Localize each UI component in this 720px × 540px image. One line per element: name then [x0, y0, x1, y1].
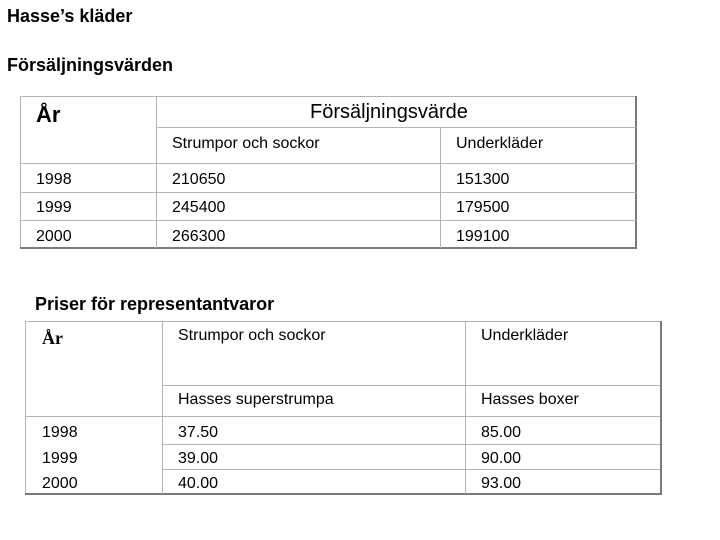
cell-value: 90.00	[481, 450, 522, 467]
table-grid-line	[440, 127, 441, 248]
table-grid-line	[25, 416, 660, 417]
table-border	[635, 96, 637, 249]
row-year: 1998	[42, 424, 78, 441]
table-grid-line	[162, 469, 660, 470]
column-header-socks: Strumpor och sockor	[172, 135, 320, 152]
table-border	[20, 96, 21, 249]
row-year: 1999	[36, 199, 72, 216]
cell-value: 245400	[172, 199, 226, 216]
product-name-underwear: Hasses boxer	[481, 391, 579, 408]
cell-value: 199100	[456, 228, 510, 245]
row-year: 1998	[36, 171, 72, 188]
year-column-header: År	[42, 328, 63, 348]
table-grid-line	[156, 96, 157, 248]
cell-value: 39.00	[178, 450, 219, 467]
sales-section-heading: Försäljningsvärden	[7, 55, 174, 75]
table-grid-line	[20, 192, 636, 193]
table-grid-line	[20, 220, 636, 221]
year-column-header: År	[36, 102, 61, 127]
cell-value: 40.00	[178, 475, 219, 492]
document-title: Hasse’s kläder	[7, 6, 133, 26]
table-border	[25, 321, 26, 494]
product-name-socks: Hasses superstrumpa	[178, 391, 334, 408]
cell-value: 37.50	[178, 424, 219, 441]
row-year: 2000	[36, 228, 72, 245]
table-border	[20, 247, 637, 249]
table-border	[20, 96, 636, 97]
table-grid-line	[156, 127, 636, 128]
cell-value: 151300	[456, 171, 510, 188]
cell-value: 266300	[172, 228, 226, 245]
column-header-underwear: Underkläder	[456, 135, 544, 152]
table-grid-line	[465, 321, 466, 494]
sales-group-header: Försäljningsvärde	[310, 101, 468, 123]
table-grid-line	[162, 321, 163, 494]
table-border	[660, 321, 662, 495]
column-header-underwear: Underkläder	[481, 327, 569, 344]
table-border	[25, 321, 661, 322]
cell-value: 210650	[172, 171, 226, 188]
column-header-socks: Strumpor och sockor	[178, 327, 326, 344]
cell-value: 179500	[456, 199, 510, 216]
table-border	[25, 493, 662, 495]
table-grid-line	[20, 163, 636, 164]
prices-section-heading: Priser för representantvaror	[35, 294, 275, 314]
cell-value: 85.00	[481, 424, 522, 441]
prices-table	[0, 300, 720, 500]
table-grid-line	[162, 444, 660, 445]
cell-value: 93.00	[481, 475, 522, 492]
row-year: 1999	[42, 450, 78, 467]
table-grid-line	[162, 385, 660, 386]
row-year: 2000	[42, 475, 78, 492]
